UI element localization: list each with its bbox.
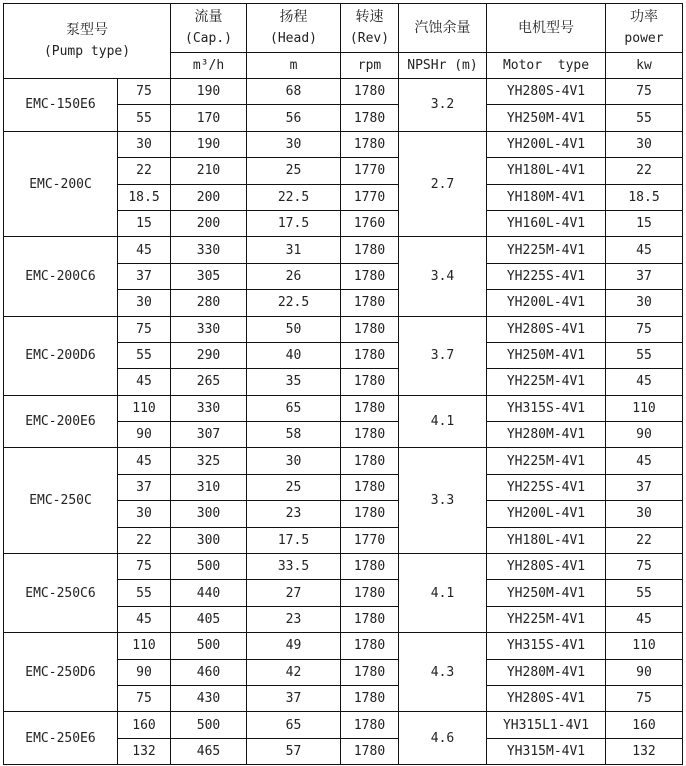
speed-cell: 1780 bbox=[341, 131, 399, 157]
power-cell: 75 bbox=[606, 79, 683, 105]
capacity-cell: 440 bbox=[171, 580, 247, 606]
kw-label-cell: 22 bbox=[118, 527, 171, 553]
capacity-cell: 310 bbox=[171, 474, 247, 500]
speed-cell: 1770 bbox=[341, 184, 399, 210]
kw-label-cell: 132 bbox=[118, 738, 171, 764]
header-npsh-cn: 汽蚀余量 bbox=[399, 4, 487, 53]
pump-model-cell: EMC-200C6 bbox=[4, 237, 118, 316]
capacity-cell: 210 bbox=[171, 158, 247, 184]
header-capacity bbox=[171, 4, 247, 53]
pump-model-cell: EMC-250E6 bbox=[4, 712, 118, 765]
power-cell: 22 bbox=[606, 158, 683, 184]
capacity-cell: 307 bbox=[171, 422, 247, 448]
header-power-cn: 功率 bbox=[630, 9, 658, 25]
head-cell: 22.5 bbox=[247, 184, 341, 210]
header-pump-type-cn: 泵型号 bbox=[66, 22, 108, 38]
table-header bbox=[4, 4, 683, 79]
npsh-cell: 4.1 bbox=[399, 395, 487, 448]
motor-type-cell: YH315L1-4V1 bbox=[487, 712, 606, 738]
npsh-cell: 3.2 bbox=[399, 79, 487, 132]
power-cell: 30 bbox=[606, 290, 683, 316]
head-cell: 30 bbox=[247, 448, 341, 474]
capacity-cell: 465 bbox=[171, 738, 247, 764]
capacity-cell: 330 bbox=[171, 316, 247, 342]
kw-label-cell: 22 bbox=[118, 158, 171, 184]
speed-cell: 1780 bbox=[341, 580, 399, 606]
power-cell: 37 bbox=[606, 474, 683, 500]
head-cell: 33.5 bbox=[247, 554, 341, 580]
motor-type-cell: YH315S-4V1 bbox=[487, 633, 606, 659]
head-cell: 50 bbox=[247, 316, 341, 342]
pump-model-cell: EMC-200C bbox=[4, 131, 118, 237]
npsh-cell: 4.6 bbox=[399, 712, 487, 765]
kw-label-cell: 18.5 bbox=[118, 184, 171, 210]
power-cell: 45 bbox=[606, 448, 683, 474]
motor-type-cell: YH315M-4V1 bbox=[487, 738, 606, 764]
npsh-cell: 2.7 bbox=[399, 131, 487, 237]
table-row bbox=[4, 633, 683, 659]
head-cell: 25 bbox=[247, 474, 341, 500]
speed-cell: 1780 bbox=[341, 79, 399, 105]
speed-cell: 1780 bbox=[341, 685, 399, 711]
head-cell: 27 bbox=[247, 580, 341, 606]
motor-type-cell: YH280S-4V1 bbox=[487, 554, 606, 580]
kw-label-cell: 45 bbox=[118, 448, 171, 474]
motor-type-cell: YH225M-4V1 bbox=[487, 606, 606, 632]
power-cell: 55 bbox=[606, 580, 683, 606]
head-cell: 56 bbox=[247, 105, 341, 131]
motor-type-cell: YH225M-4V1 bbox=[487, 237, 606, 263]
header-motor-unit: Motor type bbox=[487, 53, 606, 79]
kw-label-cell: 37 bbox=[118, 263, 171, 289]
motor-type-cell: YH250M-4V1 bbox=[487, 342, 606, 368]
speed-cell: 1780 bbox=[341, 448, 399, 474]
capacity-cell: 500 bbox=[171, 554, 247, 580]
kw-label-cell: 15 bbox=[118, 210, 171, 236]
head-cell: 25 bbox=[247, 158, 341, 184]
motor-type-cell: YH280S-4V1 bbox=[487, 685, 606, 711]
kw-label-cell: 75 bbox=[118, 685, 171, 711]
power-cell: 110 bbox=[606, 633, 683, 659]
kw-label-cell: 55 bbox=[118, 580, 171, 606]
head-cell: 40 bbox=[247, 342, 341, 368]
power-cell: 75 bbox=[606, 316, 683, 342]
table-row bbox=[4, 712, 683, 738]
kw-label-cell: 37 bbox=[118, 474, 171, 500]
pump-model-cell: EMC-200D6 bbox=[4, 316, 118, 395]
speed-cell: 1780 bbox=[341, 501, 399, 527]
head-cell: 68 bbox=[247, 79, 341, 105]
motor-type-cell: YH250M-4V1 bbox=[487, 105, 606, 131]
capacity-cell: 300 bbox=[171, 501, 247, 527]
pump-model-cell: EMC-200E6 bbox=[4, 395, 118, 448]
speed-cell: 1780 bbox=[341, 554, 399, 580]
speed-cell: 1780 bbox=[341, 606, 399, 632]
pump-model-cell: EMC-250C bbox=[4, 448, 118, 554]
speed-cell: 1780 bbox=[341, 422, 399, 448]
table-row bbox=[4, 237, 683, 263]
power-cell: 37 bbox=[606, 263, 683, 289]
pump-model-cell: EMC-250D6 bbox=[4, 633, 118, 712]
npsh-cell: 4.3 bbox=[399, 633, 487, 712]
table-row bbox=[4, 316, 683, 342]
header-head-en: (Head) bbox=[270, 31, 317, 46]
npsh-cell: 3.3 bbox=[399, 448, 487, 554]
speed-cell: 1780 bbox=[341, 738, 399, 764]
pump-model-cell: EMC-150E6 bbox=[4, 79, 118, 132]
speed-cell: 1760 bbox=[341, 210, 399, 236]
kw-label-cell: 45 bbox=[118, 606, 171, 632]
speed-cell: 1770 bbox=[341, 158, 399, 184]
motor-type-cell: YH200L-4V1 bbox=[487, 290, 606, 316]
kw-label-cell: 90 bbox=[118, 659, 171, 685]
power-cell: 75 bbox=[606, 685, 683, 711]
motor-type-cell: YH225M-4V1 bbox=[487, 369, 606, 395]
header-head bbox=[247, 4, 341, 53]
kw-label-cell: 160 bbox=[118, 712, 171, 738]
head-cell: 17.5 bbox=[247, 527, 341, 553]
power-cell: 55 bbox=[606, 105, 683, 131]
power-cell: 90 bbox=[606, 422, 683, 448]
power-cell: 30 bbox=[606, 501, 683, 527]
header-power bbox=[606, 4, 683, 53]
head-cell: 22.5 bbox=[247, 290, 341, 316]
kw-label-cell: 45 bbox=[118, 237, 171, 263]
motor-type-cell: YH225S-4V1 bbox=[487, 474, 606, 500]
kw-label-cell: 110 bbox=[118, 633, 171, 659]
motor-type-cell: YH180L-4V1 bbox=[487, 527, 606, 553]
head-cell: 35 bbox=[247, 369, 341, 395]
capacity-cell: 200 bbox=[171, 210, 247, 236]
header-speed-en: (Rev) bbox=[349, 31, 390, 46]
speed-cell: 1780 bbox=[341, 342, 399, 368]
head-cell: 23 bbox=[247, 501, 341, 527]
motor-type-cell: YH225M-4V1 bbox=[487, 448, 606, 474]
head-cell: 49 bbox=[247, 633, 341, 659]
speed-cell: 1780 bbox=[341, 474, 399, 500]
motor-type-cell: YH315S-4V1 bbox=[487, 395, 606, 421]
pump-spec-table bbox=[3, 3, 683, 765]
power-cell: 15 bbox=[606, 210, 683, 236]
power-cell: 90 bbox=[606, 659, 683, 685]
speed-cell: 1780 bbox=[341, 290, 399, 316]
speed-cell: 1780 bbox=[341, 369, 399, 395]
header-power-unit: kw bbox=[606, 53, 683, 79]
header-speed bbox=[341, 4, 399, 53]
table-row bbox=[4, 79, 683, 105]
speed-cell: 1780 bbox=[341, 263, 399, 289]
capacity-cell: 460 bbox=[171, 659, 247, 685]
power-cell: 22 bbox=[606, 527, 683, 553]
kw-label-cell: 110 bbox=[118, 395, 171, 421]
capacity-cell: 190 bbox=[171, 131, 247, 157]
kw-label-cell: 75 bbox=[118, 316, 171, 342]
head-cell: 65 bbox=[247, 712, 341, 738]
capacity-cell: 330 bbox=[171, 237, 247, 263]
head-cell: 42 bbox=[247, 659, 341, 685]
kw-label-cell: 55 bbox=[118, 105, 171, 131]
capacity-cell: 405 bbox=[171, 606, 247, 632]
capacity-cell: 500 bbox=[171, 712, 247, 738]
head-cell: 37 bbox=[247, 685, 341, 711]
motor-type-cell: YH280S-4V1 bbox=[487, 79, 606, 105]
head-cell: 17.5 bbox=[247, 210, 341, 236]
kw-label-cell: 90 bbox=[118, 422, 171, 448]
kw-label-cell: 75 bbox=[118, 79, 171, 105]
header-speed-cn: 转速 bbox=[355, 9, 384, 25]
capacity-cell: 330 bbox=[171, 395, 247, 421]
power-cell: 30 bbox=[606, 131, 683, 157]
head-cell: 23 bbox=[247, 606, 341, 632]
head-cell: 26 bbox=[247, 263, 341, 289]
capacity-cell: 500 bbox=[171, 633, 247, 659]
power-cell: 18.5 bbox=[606, 184, 683, 210]
header-head-cn: 扬程 bbox=[279, 9, 308, 25]
capacity-cell: 290 bbox=[171, 342, 247, 368]
power-cell: 160 bbox=[606, 712, 683, 738]
speed-cell: 1770 bbox=[341, 527, 399, 553]
power-cell: 45 bbox=[606, 606, 683, 632]
kw-label-cell: 75 bbox=[118, 554, 171, 580]
table-row bbox=[4, 395, 683, 421]
header-npsh-unit: NPSHr (m) bbox=[399, 53, 487, 79]
power-cell: 110 bbox=[606, 395, 683, 421]
table-row bbox=[4, 554, 683, 580]
power-cell: 55 bbox=[606, 342, 683, 368]
motor-type-cell: YH200L-4V1 bbox=[487, 501, 606, 527]
head-cell: 57 bbox=[247, 738, 341, 764]
capacity-cell: 305 bbox=[171, 263, 247, 289]
speed-cell: 1780 bbox=[341, 659, 399, 685]
header-capacity-cn: 流量 bbox=[194, 9, 223, 25]
power-cell: 132 bbox=[606, 738, 683, 764]
header-pump-type-en: (Pump type) bbox=[43, 44, 131, 59]
kw-label-cell: 45 bbox=[118, 369, 171, 395]
capacity-cell: 300 bbox=[171, 527, 247, 553]
power-cell: 45 bbox=[606, 237, 683, 263]
table-body bbox=[4, 79, 683, 765]
power-cell: 45 bbox=[606, 369, 683, 395]
capacity-cell: 325 bbox=[171, 448, 247, 474]
speed-cell: 1780 bbox=[341, 395, 399, 421]
table-row bbox=[4, 448, 683, 474]
capacity-cell: 200 bbox=[171, 184, 247, 210]
table-row bbox=[4, 131, 683, 157]
motor-type-cell: YH160L-4V1 bbox=[487, 210, 606, 236]
npsh-cell: 3.4 bbox=[399, 237, 487, 316]
header-head-unit: m bbox=[247, 53, 341, 79]
motor-type-cell: YH280S-4V1 bbox=[487, 316, 606, 342]
pump-model-cell: EMC-250C6 bbox=[4, 554, 118, 633]
head-cell: 31 bbox=[247, 237, 341, 263]
kw-label-cell: 30 bbox=[118, 501, 171, 527]
kw-label-cell: 55 bbox=[118, 342, 171, 368]
speed-cell: 1780 bbox=[341, 237, 399, 263]
motor-type-cell: YH280M-4V1 bbox=[487, 422, 606, 448]
npsh-cell: 3.7 bbox=[399, 316, 487, 395]
header-power-en: power bbox=[624, 31, 664, 46]
capacity-cell: 190 bbox=[171, 79, 247, 105]
npsh-cell: 4.1 bbox=[399, 554, 487, 633]
header-pump-type bbox=[4, 4, 171, 79]
speed-cell: 1780 bbox=[341, 712, 399, 738]
motor-type-cell: YH280M-4V1 bbox=[487, 659, 606, 685]
motor-type-cell: YH225S-4V1 bbox=[487, 263, 606, 289]
motor-type-cell: YH180M-4V1 bbox=[487, 184, 606, 210]
head-cell: 58 bbox=[247, 422, 341, 448]
motor-type-cell: YH200L-4V1 bbox=[487, 131, 606, 157]
kw-label-cell: 30 bbox=[118, 290, 171, 316]
header-capacity-en: (Cap.) bbox=[185, 31, 232, 46]
motor-type-cell: YH250M-4V1 bbox=[487, 580, 606, 606]
header-capacity-unit: m³/h bbox=[171, 53, 247, 79]
capacity-cell: 280 bbox=[171, 290, 247, 316]
capacity-cell: 430 bbox=[171, 685, 247, 711]
speed-cell: 1780 bbox=[341, 633, 399, 659]
head-cell: 65 bbox=[247, 395, 341, 421]
header-speed-unit: rpm bbox=[341, 53, 399, 79]
motor-type-cell: YH180L-4V1 bbox=[487, 158, 606, 184]
head-cell: 30 bbox=[247, 131, 341, 157]
speed-cell: 1780 bbox=[341, 105, 399, 131]
power-cell: 75 bbox=[606, 554, 683, 580]
capacity-cell: 265 bbox=[171, 369, 247, 395]
speed-cell: 1780 bbox=[341, 316, 399, 342]
header-motor-cn: 电机型号 bbox=[487, 4, 606, 53]
kw-label-cell: 30 bbox=[118, 131, 171, 157]
capacity-cell: 170 bbox=[171, 105, 247, 131]
